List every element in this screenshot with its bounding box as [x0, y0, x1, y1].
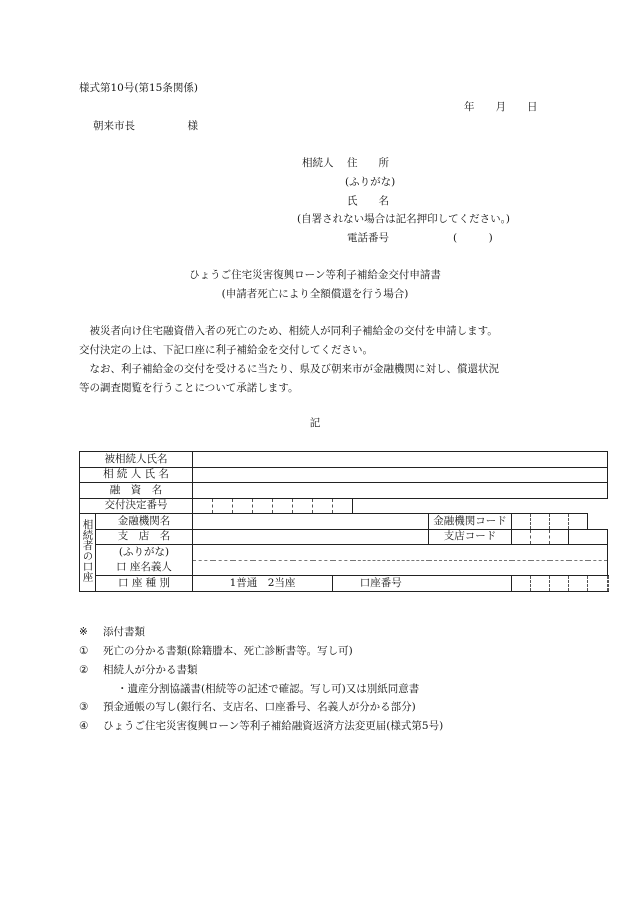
- blank-cell: [569, 529, 608, 545]
- attachment-num: ②: [79, 664, 89, 676]
- digit-box[interactable]: [531, 514, 550, 530]
- table-row: [80, 452, 609, 468]
- table-row: [80, 545, 609, 561]
- application-table: [79, 451, 609, 592]
- digit-box[interactable]: [550, 529, 569, 545]
- digit-box[interactable]: [213, 498, 233, 514]
- body-para1-line2: 交付決定の上は、下記口座に利子補給金を交付してください。: [79, 344, 373, 356]
- digit-box[interactable]: [608, 576, 609, 592]
- ki-heading: 記: [309, 417, 321, 429]
- body-para2-line1: なお、利子補給金の交付を受けるに当たり、県及び朝来市が金融機関に対し、償還状況: [79, 363, 499, 375]
- bank-name-label: 金融機関名: [96, 514, 193, 530]
- digit-box[interactable]: [273, 498, 293, 514]
- attachment-num: ④: [79, 720, 89, 732]
- seal-note: (自署されない場合は記名押印してください。): [297, 213, 510, 225]
- heir-label: 相続人: [302, 157, 334, 169]
- holder-name-label: 口 座名義人: [96, 560, 193, 576]
- date-line: 年 月 日: [464, 101, 538, 113]
- attachment-subitem: ・遺産分割協議書(相続等の記述で確認。写し可)又は別紙同意書: [117, 683, 420, 695]
- digit-box[interactable]: [550, 514, 569, 530]
- addressee: 朝来市長 様: [93, 120, 198, 132]
- attachment-item: 預金通帳の写し(銀行名、支店名、口座番号、名義人が分かる部分): [103, 701, 416, 713]
- body-para2-line2: 等の調査閲覧を行うことについて承諾します。: [79, 382, 299, 394]
- loan-field[interactable]: [193, 483, 608, 499]
- document-subtitle: (申請者死亡により全額償還を行う場合): [221, 288, 409, 300]
- bank-code-label: 金融機関コード: [429, 514, 512, 530]
- table-row: [80, 576, 609, 592]
- digit-box[interactable]: [550, 576, 569, 592]
- digit-box[interactable]: [512, 529, 531, 545]
- digit-box[interactable]: [253, 498, 273, 514]
- phone-label: 電話番号: [347, 232, 389, 244]
- digit-box[interactable]: [512, 576, 531, 592]
- heir-name-label: 相 続 人 氏 名: [80, 467, 193, 483]
- decision-number-label: 交付決定番号: [80, 498, 193, 514]
- digit-box[interactable]: [531, 529, 550, 545]
- loan-label: 融 資 名: [80, 483, 193, 499]
- account-side-label: 相続者の口座: [80, 514, 96, 592]
- bank-name-field[interactable]: [193, 514, 429, 530]
- table-row: [80, 483, 609, 499]
- holder-name-field[interactable]: [193, 560, 608, 576]
- branch-name-label: 支 店 名: [96, 529, 193, 545]
- phone-parens: ( ): [453, 232, 493, 244]
- attachments-heading: 添付書類: [103, 626, 145, 638]
- branch-name-field[interactable]: [193, 529, 429, 545]
- name-label: 氏 名: [347, 195, 389, 207]
- heir-name-field[interactable]: [193, 467, 608, 483]
- digit-box[interactable]: [313, 498, 333, 514]
- branch-code-label: 支店コード: [429, 529, 512, 545]
- document-title: ひょうご住宅災害復興ローン等利子補給金交付申請書: [189, 269, 441, 281]
- account-type-options[interactable]: 1普通 2当座: [193, 576, 333, 592]
- furigana-label: (ふりがな): [345, 176, 396, 188]
- digit-box[interactable]: [569, 576, 588, 592]
- account-type-label: 口 座 種 別: [96, 576, 193, 592]
- digit-box[interactable]: [333, 498, 353, 514]
- digit-box[interactable]: [293, 498, 313, 514]
- digit-box[interactable]: [193, 498, 213, 514]
- form-number: 様式第10号(第15条関係): [79, 82, 198, 94]
- blank-cell: [353, 498, 608, 514]
- table-row: [80, 467, 609, 483]
- attachment-num: ③: [79, 701, 89, 713]
- digit-box[interactable]: [588, 576, 608, 592]
- address-label: 住 所: [347, 157, 389, 169]
- deceased-name-field[interactable]: [193, 452, 608, 468]
- deceased-name-label: 被相続人氏名: [80, 452, 193, 468]
- digit-box[interactable]: [233, 498, 253, 514]
- body-para1-line1: 被災者向け住宅融資借入者の死亡のため、相続人が同利子補給金の交付を申請します。: [79, 325, 498, 337]
- attachments-mark: ※: [79, 626, 88, 638]
- account-number-label-cont: [429, 576, 512, 592]
- blank-cell: [588, 514, 608, 530]
- attachment-item: ひょうご住宅災害復興ローン等利子補給融資返済方法変更届(様式第5号): [103, 720, 444, 732]
- digit-box[interactable]: [569, 514, 588, 530]
- table-row: [80, 514, 609, 530]
- holder-furigana-field[interactable]: [193, 545, 608, 561]
- digit-box[interactable]: [512, 514, 531, 530]
- table-row: [80, 529, 609, 545]
- attachment-num: ①: [79, 645, 89, 657]
- table-row: [80, 498, 609, 514]
- digit-box[interactable]: [531, 576, 550, 592]
- attachment-item: 死亡の分かる書類(除籍謄本、死亡診断書等。写し可): [103, 645, 353, 657]
- holder-furigana-label: (ふりがな): [96, 545, 193, 561]
- attachment-item: 相続人が分かる書類: [103, 664, 198, 676]
- table-row: [80, 560, 609, 576]
- account-number-label: 口座番号: [333, 576, 429, 592]
